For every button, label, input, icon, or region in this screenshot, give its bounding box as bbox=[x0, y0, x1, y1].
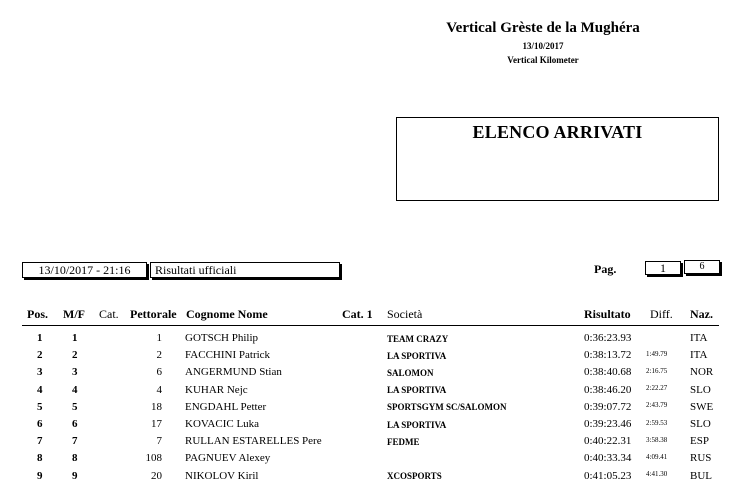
cell-club: SALOMON bbox=[387, 367, 434, 378]
page-label: Pag. bbox=[594, 262, 617, 276]
cell-time: 0:39:23.46 bbox=[584, 418, 632, 430]
cell-club: FEDME bbox=[387, 436, 420, 447]
cell-bib: 18 bbox=[151, 400, 162, 413]
page-total: 6 bbox=[684, 260, 720, 274]
report-title-box bbox=[396, 117, 719, 201]
cell-time: 0:36:23.93 bbox=[584, 332, 632, 344]
cell-bib: 4 bbox=[156, 383, 162, 396]
cell-diff: 4:09.41 bbox=[646, 452, 668, 461]
cell-nat: RUS bbox=[690, 452, 712, 465]
cell-pos: 3 bbox=[37, 366, 43, 379]
cell-name: ENGDAHL Petter bbox=[185, 400, 267, 413]
header-pettorale: Pettorale bbox=[130, 307, 177, 321]
cell-bib: 6 bbox=[156, 366, 162, 379]
cell-nat: SLO bbox=[690, 418, 711, 430]
event-discipline: Vertical Kilometer bbox=[507, 55, 579, 65]
header-naz: Naz. bbox=[690, 307, 713, 321]
cell-pos: 5 bbox=[37, 400, 43, 413]
header-risultato: Risultato bbox=[584, 307, 631, 321]
cell-nat: SLO bbox=[690, 383, 711, 396]
header-societa: Società bbox=[387, 307, 423, 321]
cell-time: 0:38:13.72 bbox=[584, 349, 632, 362]
cell-club: XCOSPORTS bbox=[387, 471, 442, 482]
header-pos: Pos. bbox=[27, 307, 48, 321]
cell-bib: 17 bbox=[151, 418, 162, 430]
datetime-box: 13/10/2017 - 21:16 bbox=[22, 262, 147, 278]
cell-time: 0:39:07.72 bbox=[584, 400, 632, 413]
header-diff: Diff. bbox=[650, 307, 673, 321]
cell-club: SPORTSGYM SC/SALOMON bbox=[387, 402, 507, 413]
header-cat1: Cat. 1 bbox=[342, 307, 373, 321]
cell-club: LA SPORTIVA bbox=[387, 385, 447, 396]
cell-mf: 2 bbox=[72, 349, 78, 362]
cell-time: 0:41:05.23 bbox=[584, 469, 632, 482]
cell-club: LA SPORTIVA bbox=[387, 419, 447, 430]
cell-pos: 2 bbox=[37, 349, 43, 362]
cell-diff: 1:49.79 bbox=[646, 349, 668, 358]
status-box: Risultati ufficiali bbox=[150, 262, 340, 278]
cell-pos: 8 bbox=[37, 452, 43, 465]
cell-name: FACCHINI Patrick bbox=[185, 349, 271, 362]
cell-bib: 7 bbox=[156, 435, 162, 448]
cell-name: RULLAN ESTARELLES Pere bbox=[185, 435, 322, 448]
cell-bib: 20 bbox=[151, 469, 162, 482]
cell-mf: 8 bbox=[72, 452, 78, 465]
cell-bib: 1 bbox=[156, 332, 162, 344]
cell-time: 0:40:33.34 bbox=[584, 452, 632, 465]
cell-name: NIKOLOV Kiril bbox=[185, 469, 259, 482]
cell-name: KUHAR Nejc bbox=[185, 383, 248, 396]
cell-mf: 1 bbox=[72, 332, 78, 344]
cell-bib: 2 bbox=[156, 349, 162, 362]
page-current: 1 bbox=[645, 261, 681, 275]
cell-nat: NOR bbox=[690, 366, 714, 379]
header-divider bbox=[22, 325, 719, 326]
cell-pos: 6 bbox=[37, 418, 43, 430]
header-cat: Cat. bbox=[99, 307, 119, 321]
report-title: ELENCO ARRIVATI bbox=[472, 122, 643, 142]
cell-nat: ITA bbox=[690, 332, 708, 344]
event-date: 13/10/2017 bbox=[522, 41, 564, 51]
cell-nat: ESP bbox=[690, 435, 709, 448]
event-title: Vertical Grèste de la Mughéra bbox=[446, 20, 640, 36]
cell-diff: 3:58.38 bbox=[646, 435, 668, 444]
cell-diff: 2:43.79 bbox=[646, 401, 668, 410]
header-name: Cognome Nome bbox=[186, 307, 268, 321]
cell-diff: 4:41.30 bbox=[646, 470, 668, 479]
cell-nat: SWE bbox=[690, 400, 714, 413]
cell-mf: 3 bbox=[72, 366, 78, 379]
cell-club: LA SPORTIVA bbox=[387, 350, 447, 361]
cell-name: KOVACIC Luka bbox=[185, 418, 260, 430]
cell-name: ANGERMUND Stian bbox=[185, 366, 282, 379]
cell-bib: 108 bbox=[145, 452, 162, 465]
cell-nat: ITA bbox=[690, 349, 708, 362]
cell-pos: 9 bbox=[37, 469, 43, 482]
cell-pos: 7 bbox=[37, 435, 43, 448]
cell-diff: 2:16.75 bbox=[646, 366, 668, 375]
cell-time: 0:40:22.31 bbox=[584, 435, 632, 448]
cell-nat: BUL bbox=[690, 469, 712, 482]
cell-pos: 1 bbox=[37, 332, 43, 344]
cell-pos: 4 bbox=[37, 383, 43, 396]
cell-mf: 7 bbox=[72, 435, 78, 448]
cell-mf: 5 bbox=[72, 400, 78, 413]
cell-diff: 2:22.27 bbox=[646, 384, 668, 393]
cell-club: TEAM CRAZY bbox=[387, 333, 449, 344]
cell-mf: 4 bbox=[72, 383, 78, 396]
cell-mf: 6 bbox=[72, 418, 78, 430]
cell-name: PAGNUEV Alexey bbox=[185, 452, 271, 465]
cell-diff: 2:59.53 bbox=[646, 418, 668, 427]
cell-time: 0:38:40.68 bbox=[584, 366, 632, 379]
header-mf: M/F bbox=[63, 307, 85, 321]
cell-name: GOTSCH Philip bbox=[185, 332, 259, 344]
cell-time: 0:38:46.20 bbox=[584, 383, 632, 396]
cell-mf: 9 bbox=[72, 469, 78, 482]
